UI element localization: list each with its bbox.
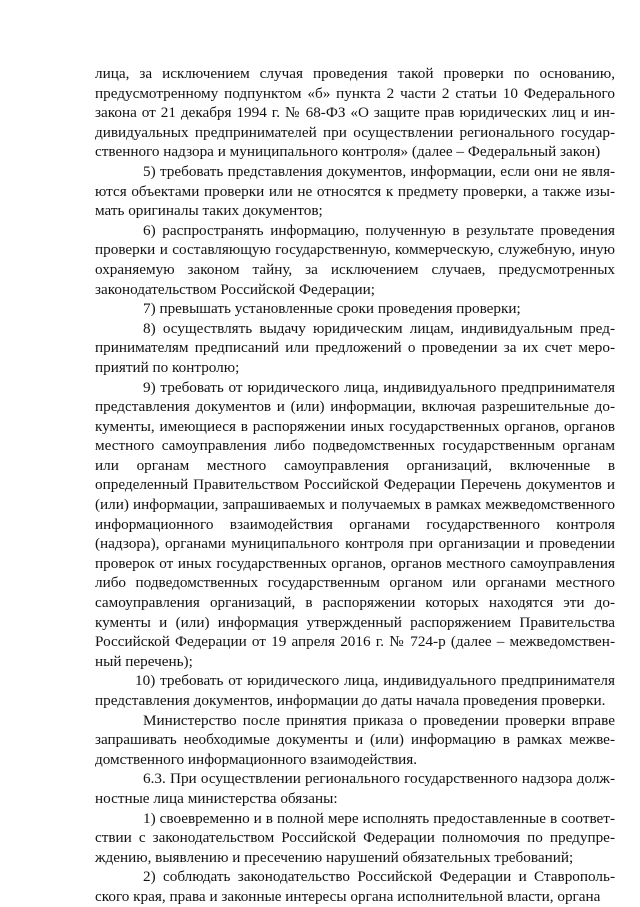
paragraph-item-6: 6) распространять информацию, полученную в результате проведения проверки и составляющую государственную, коммерческую, служебную, иную охраняемую законом тайну, за исключением случаев, предусмотренных законодательством Российской Федерации; xyxy=(95,221,615,298)
paragraph-item-7: 7) превышать установленные сроки проведения проверки; xyxy=(143,300,521,318)
paragraph-duty-2: 2) соблюдать законодательство Российской Федерации и Ставропольского края, права и законные интересы органа исполнительной власти, органа xyxy=(95,868,615,905)
paragraph-continuation: лица, за исключением случая проведения такой проверки по основанию, предусмотренному подпунктом «б» пункта 2 части 2 статьи 10 Федерального закона от 21 декабря 1994 г. № 68-ФЗ «О защите прав юридических лиц и индивидуальных предпринимателей при осуществлении регионального государственного надзора и муниципального контроля» (далее – Федеральный закон) xyxy=(95,65,615,161)
paragraph-item-10: 10) требовать от юридического лица, индивидуального предпринимателя представления документов, информации до даты начала проведения проверки. xyxy=(95,672,615,709)
paragraph-item-8: 8) осуществлять выдачу юридическим лицам, индивидуальным предпринимателям предписаний или предложений о проведении за их счет мероприятий по контролю; xyxy=(95,319,615,376)
paragraph-ministry-request: Министерство после принятия приказа о проведении проверки вправе запрашивать необходимые документы и (или) информацию в рамках межведомственного информационного взаимодействия. xyxy=(95,711,615,768)
paragraph-item-9: 9) требовать от юридического лица, индивидуального предпринимателя представления документов и (или) информации, включая разрешительные документы, имеющиеся в распоряжении иных государственных органов, органов местного самоуправления либо подведомственных государственным органам или органам местного самоуправления организаций, включенные в определенный Правительством Российской Федерации Перечень документов и (или) информации, запрашиваемых и получаемых в рамках межведомственного информационного взаимодействия органами государственного контроля (надзора), органами муниципального контроля при организации и проведении проверок от иных государственных органов, органов местного самоуправления либо подведомственных государственным органом или органами местного самоуправления организаций, в распоряжении которых находятся эти документы и (или) информация утвержденный распоряжением Правительства Российской Федерации от 19 апреля 2016 г. № 724-р (далее – межведомственный перечень); xyxy=(95,378,615,670)
paragraph-section-6-3: 6.3. При осуществлении регионального государственного надзора должностные лица министерства обязаны: xyxy=(95,770,615,807)
paragraph-item-5: 5) требовать представления документов, информации, если они не являются объектами проверки или не относятся к предмету проверки, а также изымать оригиналы таких документов; xyxy=(95,162,615,220)
document-page xyxy=(95,64,615,907)
paragraph-duty-1: 1) своевременно и в полной мере исполнять предоставленные в соответствии с законодательством Российской Федерации полномочия по предупреждению, выявлению и пресечению нарушений обязательных требований; xyxy=(95,809,615,866)
